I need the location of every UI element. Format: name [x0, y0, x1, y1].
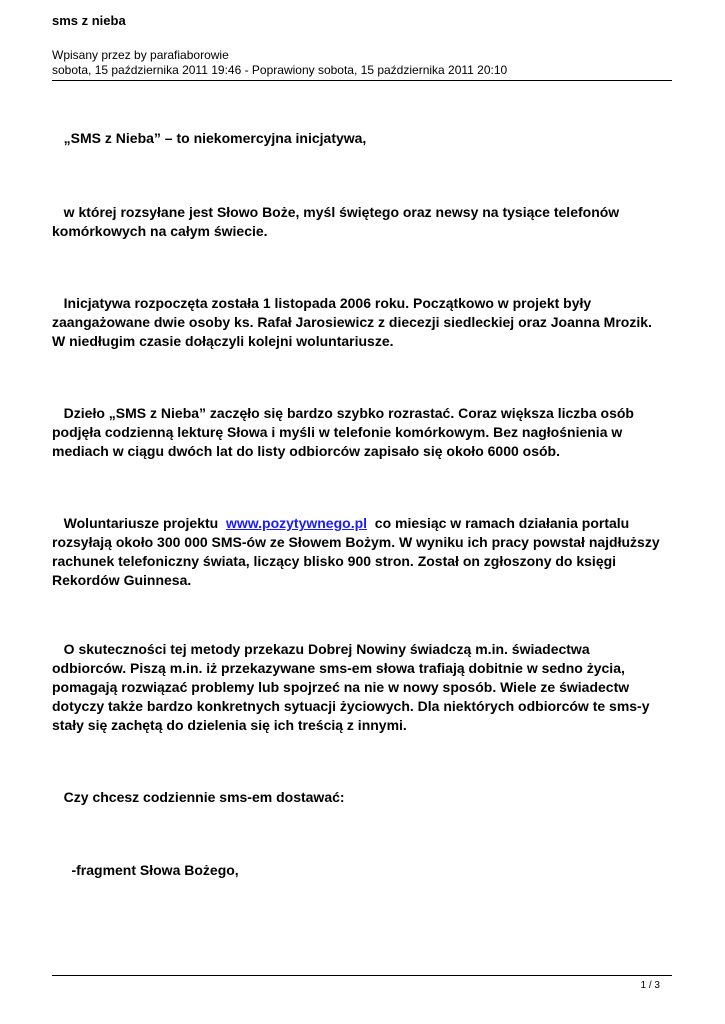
document-title: sms z nieba — [52, 13, 126, 28]
paragraph-testimonies: O skuteczności tej metody przekazu Dobrej Nowiny świadczą m.in. świadectwa odbiorców. Piszą m.in. iż przekazywane sms-em słowa trafiają dobitnie w sedno życia, pomagają rozwiązać problemy lub spojrzeć na nie w nowy sposób. Wiele ze świadectw dotyczy także bardzo konkretnych sytuacji życiowych. Dla niektórych odbiorców te sms-y stały się zachętą do dzielenia się ich treścią z innymi. — [52, 641, 654, 733]
paragraph-question: Czy chcesz codziennie sms-em dostawać: — [52, 789, 345, 805]
paragraph-history: Inicjatywa rozpoczęta została 1 listopada 2006 roku. Początkowo w projekt były zaangażowane dwie osoby ks. Rafał Jarosiewicz z diecezji siedleckiej oraz Joanna Mrozik. W niedługim czasie dołączyli kolejni woluntariusze. — [52, 295, 656, 349]
author-line: Wpisany przez by parafiaborowie — [52, 48, 229, 62]
paragraph-volunteers-before: Woluntariusze projektu — [52, 515, 226, 531]
header-divider — [52, 80, 672, 81]
date-line: sobota, 15 października 2011 19:46 - Poprawiony sobota, 15 października 2011 20:10 — [52, 63, 508, 77]
page-number: 1 / 3 — [640, 980, 660, 991]
paragraph-volunteers — [52, 514, 662, 590]
paragraph-list-item: -fragment Słowa Bożego, — [52, 862, 239, 878]
pozytywnego-link[interactable]: www.pozytywnego.pl — [225, 515, 368, 531]
paragraph-distribution: w której rozsyłane jest Słowo Boże, myśl świętego oraz newsy na tysiące telefonów komórkowych na całym świecie. — [52, 204, 624, 239]
paragraph-volunteers-after: co miesiąc w ramach działania portalu rozsyłają około 300 000 SMS-ów ze Słowem Bożym. W wyniku ich pracy powstał najdłuższy rachunek telefoniczny świata, liczący blisko 900 stron. Został on zgłoszony do księgi Rekordów Guinnesa. — [52, 515, 664, 588]
paragraph-intro: „SMS z Nieba” – to niekomercyjna inicjatywa, — [52, 130, 367, 146]
footer-divider — [52, 975, 672, 976]
page-header — [52, 13, 672, 78]
paragraph-growth: Dzieło „SMS z Nieba” zaczęło się bardzo szybko rozrastać. Coraz większa liczba osób podjęła codzienną lekturę Słowa i myśli w telefonie komórkowym. Bez nagłośnienia w mediach w ciągu dwóch lat do listy odbiorców zapisało się około 6000 osób. — [52, 405, 638, 459]
